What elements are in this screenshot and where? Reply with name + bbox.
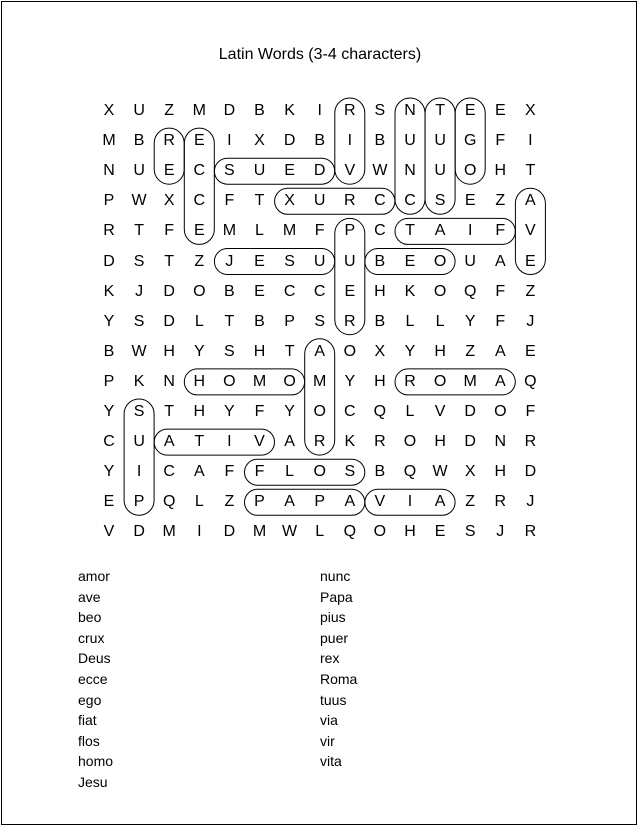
grid-cell[interactable]: F [495, 132, 506, 150]
grid-cell[interactable]: Z [194, 252, 205, 270]
grid-cell[interactable]: H [434, 433, 446, 451]
grid-cell[interactable]: E [193, 132, 205, 150]
grid-cell[interactable]: A [193, 463, 205, 481]
grid-cell[interactable]: E [525, 342, 536, 360]
grid-cell[interactable]: S [224, 342, 235, 360]
grid-cell[interactable]: D [223, 102, 236, 119]
grid-cell[interactable]: M [102, 132, 116, 150]
grid-cell[interactable]: E [254, 252, 265, 270]
grid-cell[interactable]: Y [344, 372, 356, 390]
grid-cell[interactable]: W [131, 192, 147, 210]
grid-cell[interactable]: P [284, 312, 295, 330]
grid-cell[interactable]: N [404, 102, 416, 119]
grid-cell[interactable]: E [103, 493, 115, 511]
grid-cell[interactable]: O [463, 162, 477, 180]
grid-cell[interactable]: C [103, 433, 115, 451]
grid-cell[interactable]: X [254, 132, 265, 150]
grid-cell[interactable]: D [163, 282, 175, 300]
grid-cell[interactable]: Y [404, 342, 416, 360]
grid-cell[interactable]: E [464, 102, 476, 119]
word-list-item: homo [78, 753, 114, 770]
grid-cell[interactable]: A [434, 222, 446, 240]
word-list-item: fiat [78, 712, 97, 729]
grid-cell[interactable]: V [254, 433, 265, 451]
grid-cell[interactable]: T [194, 433, 205, 451]
grid-cell[interactable]: H [434, 342, 446, 360]
grid-cell[interactable]: M [313, 372, 327, 390]
grid-cell[interactable]: M [252, 523, 267, 541]
grid-cell[interactable]: A [494, 372, 506, 390]
grid-cell[interactable]: N [404, 162, 416, 180]
word-list-item: Papa [320, 588, 353, 605]
grid-cell[interactable]: X [163, 192, 175, 210]
grid-cell[interactable]: O [373, 523, 387, 541]
word-list-item: rex [320, 650, 340, 667]
grid-cell[interactable]: J [225, 252, 234, 270]
grid-cell[interactable]: E [525, 252, 536, 270]
grid-cell[interactable]: P [254, 493, 265, 511]
grid-cell[interactable]: J [526, 493, 535, 511]
grid-cell[interactable]: R [524, 433, 537, 451]
grid-cell[interactable]: I [528, 132, 533, 150]
grid-cell[interactable]: T [164, 252, 175, 270]
grid-cell[interactable]: L [405, 312, 415, 330]
grid-cell[interactable]: Z [525, 282, 536, 300]
grid-cell[interactable]: R [494, 493, 507, 511]
grid-cell[interactable]: Z [465, 342, 476, 360]
grid-cell[interactable]: Q [403, 463, 417, 481]
grid-cell[interactable]: D [464, 403, 476, 420]
grid-cell[interactable]: B [374, 132, 386, 150]
grid-cell[interactable]: T [254, 192, 265, 210]
grid-cell[interactable]: S [374, 102, 386, 119]
grid-cell[interactable]: S [224, 162, 235, 180]
grid-cell[interactable]: B [103, 342, 115, 360]
grid-cell[interactable]: L [435, 312, 445, 330]
grid-cell[interactable]: B [374, 463, 386, 481]
grid-cell[interactable]: B [254, 312, 265, 330]
grid-cell[interactable]: O [313, 463, 326, 481]
grid-cell[interactable]: X [374, 342, 386, 360]
grid-cell[interactable]: R [374, 433, 386, 451]
grid-cell[interactable]: L [194, 312, 204, 330]
grid-cell[interactable]: M [162, 523, 176, 541]
grid-cell[interactable]: S [133, 403, 145, 420]
word-list-item: nunc [320, 568, 351, 584]
grid-cell[interactable]: U [313, 252, 326, 270]
word-list-item: pius [320, 609, 346, 626]
grid-cell[interactable]: U [404, 132, 416, 150]
grid-cell[interactable]: P [344, 222, 356, 240]
grid-cell[interactable]: C [193, 192, 206, 210]
grid-cell[interactable]: E [404, 252, 416, 270]
grid-cell[interactable]: H [404, 523, 416, 541]
grid-cell[interactable]: D [524, 463, 537, 481]
grid-cell[interactable]: Y [103, 463, 115, 481]
grid-cell[interactable]: C [193, 162, 206, 180]
grid-cell[interactable]: O [433, 282, 447, 300]
grid-cell[interactable]: R [344, 102, 356, 119]
grid-cell[interactable]: C [283, 282, 296, 300]
grid-cell[interactable]: H [374, 372, 386, 390]
grid-cell[interactable]: D [163, 312, 175, 330]
grid-cell[interactable]: T [405, 222, 415, 240]
grid-cell[interactable]: I [467, 222, 473, 240]
grid-cell[interactable]: B [314, 132, 326, 150]
grid-cell[interactable]: Q [524, 372, 537, 390]
grid-cell[interactable]: I [227, 433, 232, 451]
grid-cell[interactable]: P [314, 493, 326, 511]
grid-cell[interactable]: D [133, 523, 145, 541]
grid-cell[interactable]: U [464, 252, 476, 270]
grid-cell[interactable]: B [224, 282, 235, 300]
grid-cell[interactable]: E [434, 523, 446, 541]
grid-cell[interactable]: I [347, 132, 353, 150]
grid-cell[interactable]: K [284, 102, 295, 119]
grid-cell[interactable]: Y [464, 312, 476, 330]
grid-cell[interactable]: O [433, 252, 447, 270]
grid-cell[interactable]: B [374, 252, 386, 270]
grid-cell[interactable]: G [463, 132, 477, 150]
grid-cell[interactable]: J [496, 523, 505, 541]
grid-cell[interactable]: U [133, 433, 145, 451]
grid-cell[interactable]: X [525, 102, 536, 119]
grid-cell[interactable]: T [525, 162, 536, 180]
grid-cell[interactable]: R [344, 312, 356, 330]
grid-cell[interactable]: M [463, 372, 477, 390]
grid-cell[interactable]: O [193, 282, 206, 300]
grid-cell[interactable]: F [314, 222, 325, 240]
grid-cell[interactable]: I [407, 493, 413, 511]
word-list-item: Deus [78, 650, 111, 667]
grid-cell[interactable]: I [227, 132, 232, 150]
grid-cell[interactable]: Y [193, 342, 205, 360]
grid-cell[interactable]: Y [224, 403, 235, 420]
grid-cell[interactable]: O [403, 433, 417, 451]
grid-cell[interactable]: E [494, 102, 506, 119]
word-list-item: ecce [78, 671, 108, 687]
grid-cell[interactable]: V [525, 222, 536, 240]
puzzle-title: Latin Words (3-4 characters) [218, 46, 422, 63]
grid-cell[interactable]: K [133, 372, 145, 390]
grid-cell[interactable]: A [494, 342, 506, 360]
grid-cell[interactable]: O [283, 372, 296, 390]
grid-cell[interactable]: T [164, 403, 175, 420]
grid-cell[interactable]: S [133, 252, 145, 270]
grid-cell[interactable]: K [404, 282, 416, 300]
grid-cell[interactable]: M [192, 102, 206, 119]
word-list-item: ego [78, 691, 102, 708]
grid-cell[interactable]: H [163, 342, 175, 360]
word-list-item: puer [320, 629, 349, 646]
grid-cell[interactable]: A [284, 493, 295, 511]
grid-cell[interactable]: M [282, 222, 297, 240]
grid-cell[interactable]: W [372, 162, 388, 180]
grid-cell[interactable]: A [284, 433, 295, 451]
grid-cell[interactable]: J [135, 282, 144, 300]
grid-cell[interactable]: R [344, 192, 356, 210]
word-list-item: crux [78, 629, 105, 646]
grid-cell[interactable]: W [432, 463, 448, 481]
grid-cell[interactable]: J [526, 312, 535, 330]
grid-cell[interactable]: P [133, 493, 145, 511]
grid-cell[interactable]: C [344, 403, 356, 420]
grid-cell[interactable]: N [163, 372, 175, 390]
grid-cell[interactable]: F [224, 192, 235, 210]
grid-cell[interactable]: C [404, 192, 416, 210]
grid-cell[interactable]: A [494, 252, 506, 270]
grid-cell[interactable]: F [495, 312, 506, 330]
word-list-item: flos [78, 732, 100, 749]
grid-cell[interactable]: U [434, 162, 446, 180]
grid-cell[interactable]: N [103, 162, 115, 180]
grid-cell[interactable]: L [315, 523, 325, 541]
grid-cell[interactable]: R [313, 433, 326, 451]
grid-cell[interactable]: E [254, 282, 265, 300]
grid-cell[interactable]: H [374, 282, 386, 300]
grid-cell[interactable]: Q [343, 523, 357, 541]
grid-cell[interactable]: F [254, 403, 265, 420]
grid-cell[interactable]: V [344, 162, 356, 180]
grid-cell[interactable]: A [314, 342, 326, 360]
word-list-item: beo [78, 609, 102, 626]
grid-cell[interactable]: L [255, 222, 264, 240]
grid-cell[interactable]: V [374, 493, 386, 511]
grid-cell[interactable]: U [253, 162, 266, 180]
grid-cell[interactable]: B [133, 132, 145, 150]
grid-cell[interactable]: D [103, 252, 115, 270]
grid-cell[interactable]: E [464, 192, 476, 210]
word-list-item: vita [320, 753, 342, 770]
grid-cell[interactable]: U [133, 102, 145, 119]
grid-cell[interactable]: V [103, 523, 115, 541]
grid-cell[interactable]: F [224, 463, 235, 481]
grid-cell[interactable]: V [434, 403, 446, 420]
grid-cell[interactable]: I [136, 463, 142, 481]
grid-cell[interactable]: W [131, 342, 147, 360]
grid-cell[interactable]: K [344, 433, 356, 451]
grid-cell[interactable]: D [313, 162, 326, 180]
grid-cell[interactable]: H [193, 372, 206, 390]
grid-cell[interactable]: A [434, 493, 446, 511]
grid-cell[interactable]: F [525, 403, 536, 420]
grid-cell[interactable]: Z [495, 192, 506, 210]
grid-cell[interactable]: S [284, 252, 295, 270]
word-list-item: tuus [320, 691, 347, 708]
grid-cell[interactable]: R [163, 132, 175, 150]
grid-cell[interactable]: B [254, 102, 265, 119]
grid-cell[interactable]: U [133, 162, 145, 180]
grid-cell[interactable]: O [433, 372, 447, 390]
grid-cell[interactable]: W [282, 523, 298, 541]
grid-cell[interactable]: A [344, 493, 356, 511]
grid-cell[interactable]: Y [103, 403, 115, 420]
word-list-item: ave [78, 588, 101, 605]
grid-cell[interactable]: Q [162, 493, 176, 511]
grid-cell[interactable]: R [524, 523, 537, 541]
grid-cell[interactable]: O [494, 403, 507, 420]
grid-cell[interactable]: E [344, 282, 356, 300]
word-list-item: amor [78, 568, 110, 584]
grid-cell[interactable]: E [284, 162, 295, 180]
grid-cell[interactable]: X [284, 192, 295, 210]
grid-cell[interactable]: L [285, 463, 295, 481]
grid-cell[interactable]: N [494, 433, 507, 451]
grid-cell[interactable]: M [222, 222, 237, 240]
grid-cell[interactable]: D [223, 523, 236, 541]
grid-cell[interactable]: T [435, 102, 445, 119]
grid-cell[interactable]: H [494, 463, 507, 481]
grid-cell[interactable]: R [404, 372, 416, 390]
word-list-item: via [320, 712, 338, 729]
grid-cell[interactable]: F [164, 222, 175, 240]
word-list-item: Roma [320, 671, 358, 687]
grid-cell[interactable]: A [163, 433, 175, 451]
grid-cell[interactable]: O [223, 372, 236, 390]
grid-cell[interactable]: E [163, 162, 175, 180]
grid-cell[interactable]: A [525, 192, 536, 210]
grid-cell[interactable]: S [464, 523, 476, 541]
grid-cell[interactable]: B [374, 312, 386, 330]
grid-cell[interactable]: T [224, 312, 235, 330]
grid-cell[interactable]: F [254, 463, 265, 481]
grid-cell[interactable]: S [434, 192, 446, 210]
grid-cell[interactable]: H [253, 342, 266, 360]
grid-cell[interactable]: I [317, 102, 322, 119]
grid-cell[interactable]: U [434, 132, 446, 150]
grid-cell[interactable]: P [103, 192, 115, 210]
grid-cell[interactable]: Z [164, 102, 175, 119]
grid-cell[interactable]: C [374, 222, 386, 240]
grid-cell[interactable]: R [103, 222, 115, 240]
grid-cell[interactable]: C [313, 282, 326, 300]
grid-cell[interactable]: I [197, 523, 202, 541]
grid-cell[interactable]: C [374, 192, 386, 210]
grid-cell[interactable]: Y [284, 403, 295, 420]
grid-cell[interactable]: Z [224, 493, 235, 511]
grid-cell[interactable]: F [495, 282, 506, 300]
grid-cell[interactable]: F [495, 222, 506, 240]
grid-cell[interactable]: Z [465, 493, 476, 511]
grid-cell[interactable]: O [343, 342, 357, 360]
grid-cell[interactable]: U [313, 192, 326, 210]
grid-cell[interactable]: L [405, 403, 415, 420]
grid-cell[interactable]: S [314, 312, 326, 330]
grid-cell[interactable]: P [103, 372, 115, 390]
grid-cell[interactable]: S [133, 312, 145, 330]
grid-cell[interactable]: H [193, 403, 206, 420]
grid-cell[interactable]: U [344, 252, 356, 270]
grid-cell[interactable]: Y [103, 312, 115, 330]
grid-cell[interactable]: Q [373, 403, 387, 420]
grid-cell[interactable]: L [194, 493, 204, 511]
grid-cell[interactable]: K [103, 282, 115, 300]
grid-cell[interactable]: X [464, 463, 476, 481]
grid-cell[interactable]: D [464, 433, 476, 451]
grid-cell[interactable]: H [494, 162, 507, 180]
word-list-item: Jesu [78, 774, 108, 790]
grid-cell[interactable]: M [252, 372, 267, 390]
grid-cell[interactable]: E [193, 222, 205, 240]
grid-cell[interactable]: X [103, 102, 115, 119]
grid-cell[interactable]: T [134, 222, 144, 240]
grid-cell[interactable]: O [313, 403, 326, 420]
grid-cell[interactable]: C [163, 463, 175, 481]
grid-cell[interactable]: D [283, 132, 296, 150]
grid-cell[interactable]: S [344, 463, 356, 481]
grid-cell[interactable]: Q [463, 282, 477, 300]
word-list-item: vir [320, 732, 335, 749]
grid-cell[interactable]: T [284, 342, 295, 360]
